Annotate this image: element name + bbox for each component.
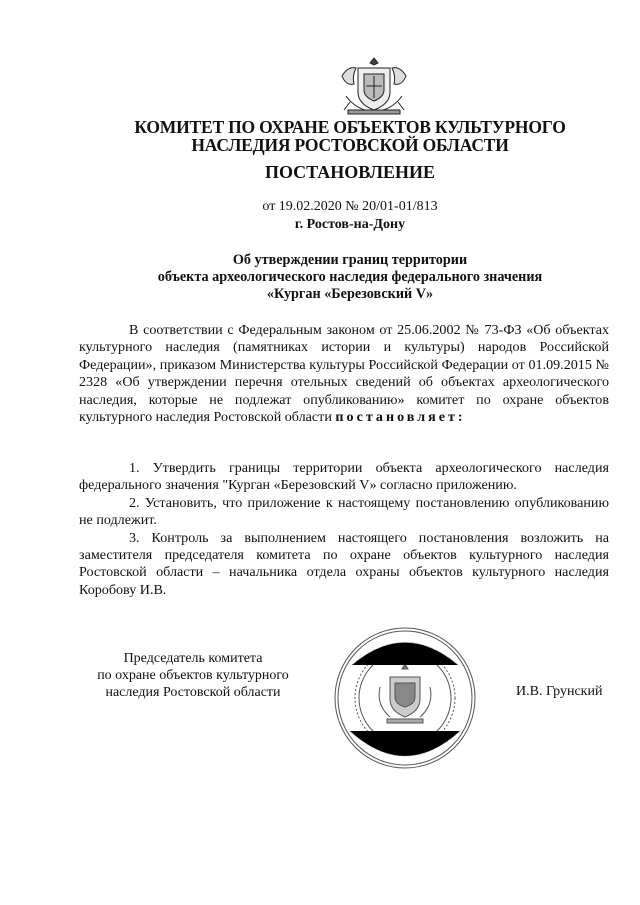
signatory-title xyxy=(88,650,298,701)
subject-line-1: Об утверждении границ территории xyxy=(232,252,468,268)
coat-of-arms-icon xyxy=(336,56,412,118)
resolves-word: постановляет: xyxy=(335,409,466,426)
official-seal-icon xyxy=(332,625,478,771)
list-item: 3. Контроль за выполнением настоящего постановления возложить на заместителя председателя комитета по охране объектов культурного наследия Ростовской области – начальника отдела охраны объектов культурного наследия Коробову И.В. xyxy=(79,529,609,598)
preamble-paragraph xyxy=(79,322,609,426)
subject-line-3: «Курган «Березовский V» xyxy=(266,286,434,302)
subject-line-2: объекта археологического наследия федерального значения xyxy=(157,269,543,285)
preamble-text: В соответствии с Федеральным законом от 25.06.2002 № 73-ФЗ «Об объектах культурного наследия (памятниках истории и культуры) народов Российской Федерации», приказом Министерства культуры Российской Федерации от 01.09.2015 № 2328 «Об утверждении перечня отельных сведений об объектах археологического наследия, которые не подлежат опубликованию» комитет по охране объектов культурного наследия Ростовской области xyxy=(79,322,609,426)
header-line-2: НАСЛЕДИЯ РОСТОВСКОЙ ОБЛАСТИ xyxy=(191,135,509,155)
list-item: 1. Утвердить границы территории объекта археологического наследия федерального значения "Курган «Березовский V» согласно приложению. xyxy=(79,460,609,494)
header-line-1: КОМИТЕТ ПО ОХРАНЕ ОБЪЕКТОВ КУЛЬТУРНОГО xyxy=(134,117,566,137)
city: г. Ростов-на-Дону xyxy=(294,217,406,232)
date-number: от 19.02.2020 № 20/01-01/813 xyxy=(262,199,438,214)
items-list xyxy=(79,460,609,599)
list-item: 2. Установить, что приложение к настоящему постановлению опубликованию не подлежит. xyxy=(79,494,609,529)
doc-type-title: ПОСТАНОВЛЕНИЕ xyxy=(264,162,436,182)
signatory-name: И.В. Грунский xyxy=(516,684,603,699)
signatory-line-2: по охране объектов культурного xyxy=(97,668,289,683)
signatory-line-1: Председатель комитета xyxy=(123,651,263,666)
signatory-line-3: наследия Ростовской области xyxy=(105,685,281,700)
